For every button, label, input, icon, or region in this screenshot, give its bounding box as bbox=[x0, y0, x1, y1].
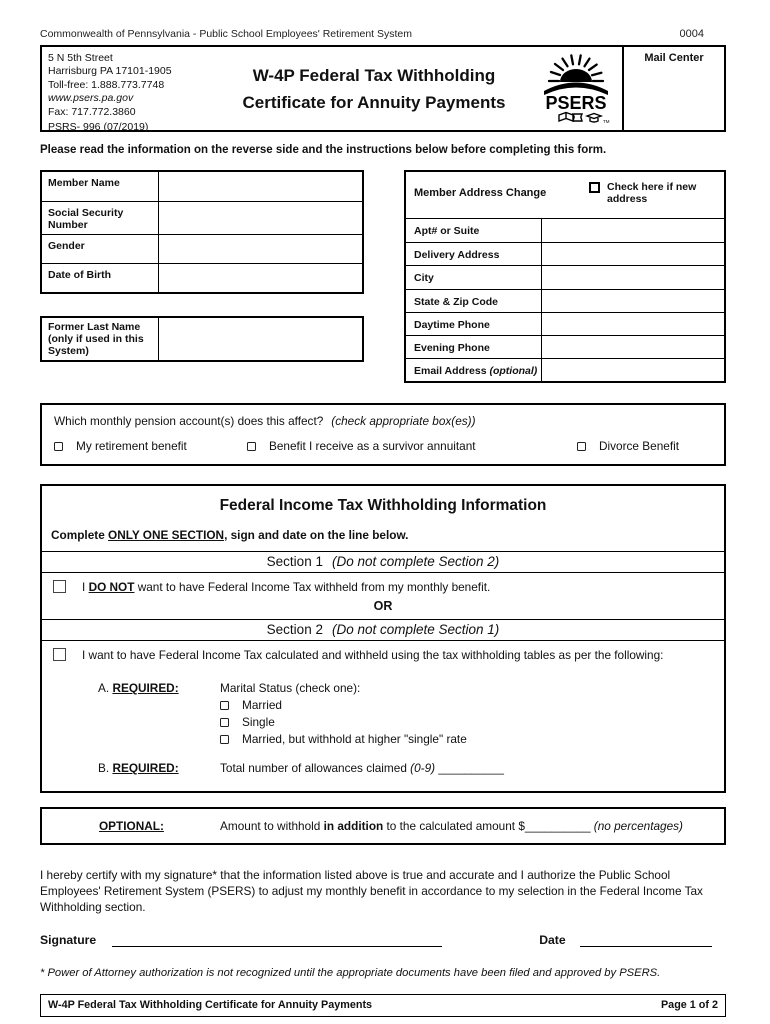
header-box bbox=[40, 45, 726, 132]
complete-suffix: , sign and date on the line below. bbox=[224, 528, 409, 543]
ssn-field[interactable] bbox=[159, 202, 362, 234]
mail-center-label: Mail Center bbox=[644, 52, 704, 64]
section2-statement-row bbox=[42, 641, 724, 664]
agency-name: Commonwealth of Pennsylvania - Public School Employees' Retirement System bbox=[40, 28, 413, 40]
pension-option bbox=[247, 439, 577, 453]
federal-withholding-box bbox=[40, 484, 726, 793]
table-row bbox=[406, 242, 724, 265]
former-name-field[interactable] bbox=[159, 318, 362, 360]
optional-emphasis: OPTIONAL: bbox=[99, 819, 164, 834]
table-row bbox=[406, 219, 724, 242]
section1-heading-band bbox=[42, 551, 724, 573]
form-title-line1: W-4P Federal Tax Withholding bbox=[252, 66, 496, 85]
pension-question-line bbox=[54, 414, 714, 428]
optional-key bbox=[99, 819, 220, 833]
new-address-checkbox[interactable] bbox=[589, 182, 600, 193]
form-title bbox=[218, 47, 530, 130]
marital-status-label: Marital Status (check one): bbox=[220, 681, 361, 696]
footer-page-indicator: Page 1 of 2 bbox=[660, 998, 718, 1011]
field-label: Evening Phone bbox=[406, 336, 542, 358]
address-table bbox=[404, 170, 726, 383]
section1-statement-row bbox=[42, 573, 724, 596]
email-field[interactable] bbox=[542, 359, 724, 381]
section1-statement bbox=[82, 580, 490, 594]
or-separator: OR bbox=[373, 599, 393, 614]
table-row bbox=[42, 201, 362, 234]
field-label: City bbox=[406, 266, 542, 288]
allowances-blank[interactable]: __________ bbox=[435, 761, 504, 776]
married-checkbox[interactable] bbox=[220, 701, 229, 710]
divorce-benefit-label: Divorce Benefit bbox=[599, 439, 679, 454]
field-label: Apt# or Suite bbox=[406, 219, 542, 242]
pension-question-note: (check appropriate box(es)) bbox=[331, 414, 476, 429]
pension-options bbox=[54, 439, 714, 453]
single-checkbox[interactable] bbox=[220, 718, 229, 727]
optional-prefix: Amount to withhold bbox=[220, 819, 324, 834]
date-label: Date bbox=[539, 932, 566, 947]
footer-bar bbox=[40, 994, 726, 1017]
apt-suite-field[interactable] bbox=[542, 219, 724, 242]
gender-field[interactable] bbox=[159, 235, 362, 263]
address-change-label: Member Address Change bbox=[414, 187, 547, 199]
psers-logo-icon bbox=[530, 47, 622, 130]
state-zip-field[interactable] bbox=[542, 290, 724, 312]
survivor-benefit-checkbox[interactable] bbox=[247, 442, 256, 451]
no-percentages-note: (no percentages) bbox=[593, 819, 683, 834]
field-label-italic: (optional) bbox=[489, 365, 538, 378]
item-b-prefix: B. bbox=[98, 761, 113, 776]
member-info-column bbox=[40, 170, 364, 383]
only-one-section-emphasis: ONLY ONE SECTION bbox=[108, 528, 225, 543]
complete-prefix: Complete bbox=[51, 528, 109, 543]
footer-title: W-4P Federal Tax Withholding Certificate for Annuity Payments bbox=[48, 998, 373, 1011]
marital-option bbox=[220, 698, 467, 712]
signature-row bbox=[40, 932, 726, 947]
date-line[interactable] bbox=[580, 932, 712, 947]
pension-option bbox=[577, 439, 679, 453]
table-row bbox=[406, 358, 724, 381]
website-line: www.psers.pa.gov bbox=[48, 92, 134, 105]
section2-heading-note: (Do not complete Section 1) bbox=[331, 622, 500, 638]
amount-blank[interactable]: __________ bbox=[524, 819, 594, 834]
field-label: Member Name bbox=[42, 172, 159, 201]
required-emphasis: REQUIRED: bbox=[112, 761, 179, 776]
pension-question-text: Which monthly pension account(s) does this affect? bbox=[54, 414, 324, 429]
marital-option bbox=[220, 732, 467, 746]
mail-center-box bbox=[622, 47, 724, 130]
field-label: State & Zip Code bbox=[406, 290, 542, 312]
form-page-number: 0004 bbox=[679, 28, 704, 40]
signature-line[interactable] bbox=[112, 932, 442, 947]
married-label: Married bbox=[242, 698, 282, 713]
table-row bbox=[406, 312, 724, 335]
table-row bbox=[42, 263, 362, 292]
dob-field[interactable] bbox=[159, 264, 362, 292]
member-table bbox=[40, 170, 364, 294]
optional-mid: to the calculated amount $ bbox=[383, 819, 525, 834]
required-emphasis: REQUIRED: bbox=[112, 681, 179, 696]
retirement-benefit-label: My retirement benefit bbox=[76, 439, 187, 454]
top-line bbox=[40, 28, 726, 40]
table-row bbox=[42, 172, 362, 201]
table-row bbox=[406, 289, 724, 312]
item-b-key bbox=[98, 761, 220, 775]
optional-box bbox=[40, 807, 726, 845]
member-info-section bbox=[40, 170, 726, 383]
item-a-prefix: A. bbox=[98, 681, 113, 696]
allowances-item bbox=[98, 761, 724, 775]
married-higher-rate-checkbox[interactable] bbox=[220, 735, 229, 744]
certification-text: I hereby certify with my signature* that the information listed above is true and accurate and I authorize the Public School Employees' Retirement System (PSERS) to adjust my monthly benefit in accordance to my selection in the Federal Income Tax Withholding section. bbox=[40, 868, 703, 914]
new-address-checkbox-label: Check here if new address bbox=[607, 181, 697, 205]
marital-status-item bbox=[98, 681, 724, 746]
svg-text:PSERS: PSERS bbox=[545, 92, 607, 113]
address-line: 5 N 5th Street bbox=[48, 52, 113, 64]
city-field[interactable] bbox=[542, 266, 724, 288]
signature-label: Signature bbox=[40, 932, 97, 947]
allowances-text: Total number of allowances claimed bbox=[220, 761, 411, 776]
section1-heading-note: (Do not complete Section 2) bbox=[331, 554, 500, 570]
field-label: Former Last Name (only if used in this System) bbox=[42, 318, 159, 360]
section2-heading-band bbox=[42, 619, 724, 641]
table-row bbox=[42, 234, 362, 263]
agency-address-block bbox=[42, 47, 218, 134]
stmt-suffix: want to have Federal Income Tax withheld from my monthly benefit. bbox=[134, 580, 491, 595]
allowances-range: (0-9) bbox=[410, 761, 436, 776]
field-label: Daytime Phone bbox=[406, 313, 542, 335]
field-label-text: Email Address bbox=[414, 365, 490, 378]
marital-option bbox=[220, 715, 467, 729]
daytime-phone-field[interactable] bbox=[542, 313, 724, 335]
former-name-box bbox=[40, 316, 364, 362]
section1-heading: Section 1 bbox=[266, 554, 323, 570]
delivery-address-field[interactable] bbox=[542, 243, 724, 265]
address-change-column bbox=[404, 170, 726, 383]
field-label: Date of Birth bbox=[42, 264, 159, 292]
section1-checkbox[interactable] bbox=[53, 580, 66, 593]
pension-question-box bbox=[40, 403, 726, 466]
section2-statement: I want to have Federal Income Tax calculated and withheld using the tax withholding tables as per the following: bbox=[82, 648, 664, 663]
complete-instruction bbox=[42, 523, 724, 551]
fax-line: Fax: 717.772.3860 bbox=[48, 105, 136, 118]
marital-options bbox=[220, 698, 467, 746]
table-row bbox=[406, 265, 724, 288]
new-address-option bbox=[589, 172, 724, 218]
field-label: Delivery Address bbox=[406, 243, 542, 265]
single-label: Single bbox=[242, 715, 275, 730]
evening-phone-field[interactable] bbox=[542, 336, 724, 358]
toll-free-line: Toll-free: 1.888.773.7748 bbox=[48, 78, 165, 91]
optional-line bbox=[220, 819, 683, 833]
married-higher-rate-label: Married, but withhold at higher "single" rate bbox=[242, 732, 467, 747]
stmt-prefix: I bbox=[82, 580, 89, 595]
survivor-benefit-label: Benefit I receive as a survivor annuitant bbox=[269, 439, 476, 454]
pension-option bbox=[54, 439, 247, 453]
form-title-line2: Certificate for Annuity Payments bbox=[242, 93, 506, 112]
divorce-benefit-checkbox[interactable] bbox=[577, 442, 586, 451]
field-label: Gender bbox=[42, 235, 159, 263]
section2-checkbox[interactable] bbox=[53, 648, 66, 661]
in-addition-emphasis: in addition bbox=[323, 819, 384, 834]
marital-status-content bbox=[220, 681, 467, 746]
federal-section-title: Federal Income Tax Withholding Information bbox=[219, 497, 547, 515]
do-not-emphasis: DO NOT bbox=[88, 580, 135, 595]
table-row bbox=[406, 335, 724, 358]
section2-heading: Section 2 bbox=[266, 622, 323, 638]
address-table-header bbox=[406, 172, 724, 219]
field-label: Social Security Number bbox=[42, 202, 159, 234]
poa-footnote: * Power of Attorney authorization is not recognized until the appropriate documents have been filed and approved by PSERS. bbox=[40, 966, 661, 979]
retirement-benefit-checkbox[interactable] bbox=[54, 442, 63, 451]
allowances-line bbox=[220, 761, 504, 775]
member-name-field[interactable] bbox=[159, 172, 362, 201]
svg-text:TM: TM bbox=[603, 118, 610, 124]
item-a-key bbox=[98, 681, 220, 746]
form-number-line: PSRS- 996 (07/2019) bbox=[48, 121, 149, 134]
field-label bbox=[406, 359, 542, 381]
address-line: Harrisburg PA 17101-1905 bbox=[48, 65, 172, 78]
read-instruction: Please read the information on the reverse side and the instructions below before completing this form. bbox=[40, 144, 607, 156]
